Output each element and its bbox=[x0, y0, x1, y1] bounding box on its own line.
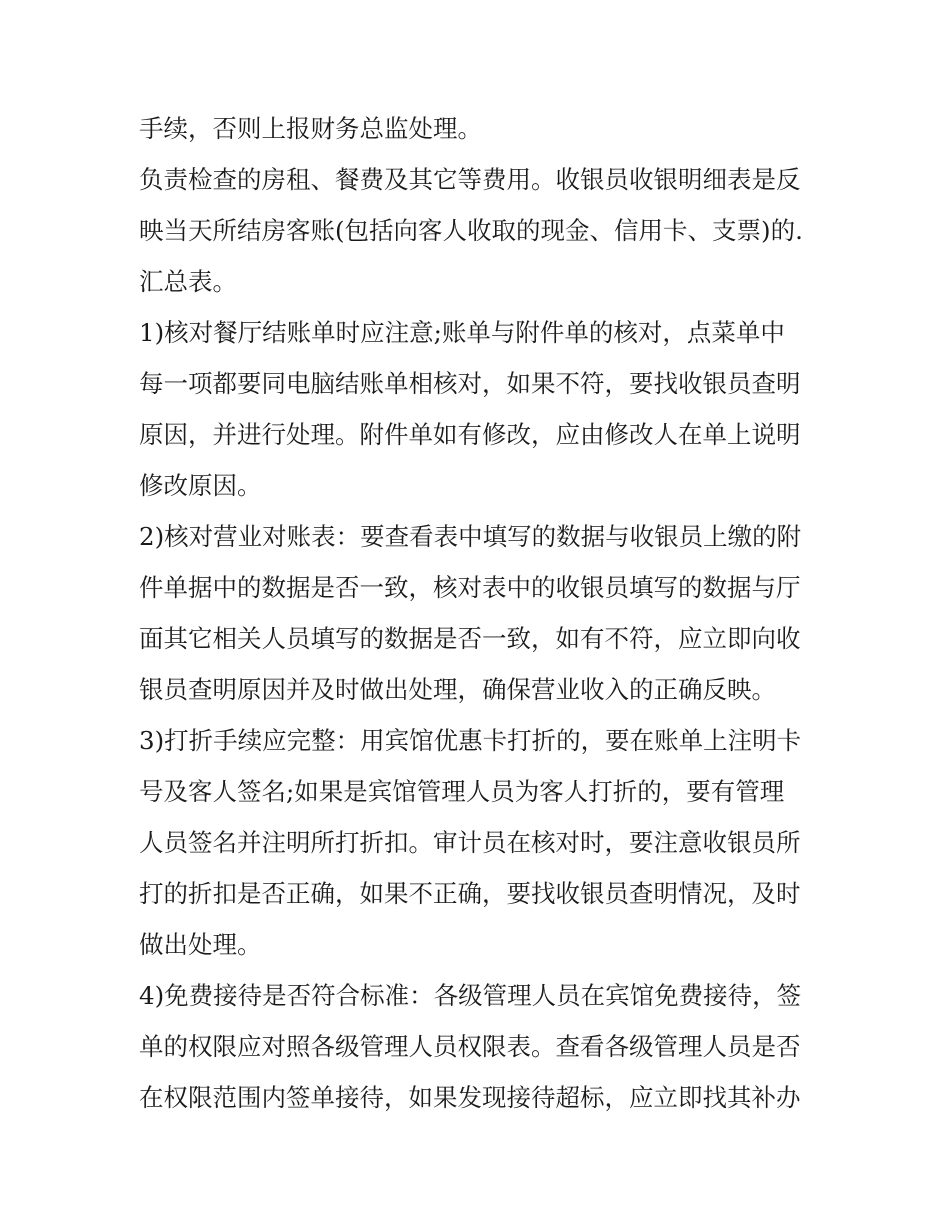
text-line: 件单据中的数据是否一致，核对表中的收银员填写的数据与厅 bbox=[139, 573, 801, 602]
text-line: 打的折扣是否正确，如果不正确，要找收银员查明情况，及时 bbox=[139, 879, 801, 908]
text-line: 面其它相关人员填写的数据是否一致，如有不符，应立即向收 bbox=[139, 624, 801, 653]
text-line: 汇总表。 bbox=[139, 267, 237, 296]
text-line: 2)核对营业对账表：要查看表中填写的数据与收银员上缴的附 bbox=[139, 522, 802, 551]
document-body bbox=[139, 111, 819, 1131]
text-line: 每一项都要同电脑结账单相核对，如果不符，要找收银员查明 bbox=[139, 369, 801, 398]
text-line: 4)免费接待是否符合标准：各级管理人员在宾馆免费接待，签 bbox=[139, 981, 802, 1010]
text-line: 号及客人签名;如果是宾馆管理人员为客人打折的，要有管理 bbox=[139, 777, 785, 806]
text-line: 映当天所结房客账(包括向客人收取的现金、信用卡、支票)的. bbox=[139, 216, 803, 245]
text-line: 在权限范围内签单接待，如果发现接待超标，应立即找其补办 bbox=[139, 1083, 801, 1112]
text-line: 人员签名并注明所打折扣。审计员在核对时，要注意收银员所 bbox=[139, 828, 801, 857]
text-line: 银员查明原因并及时做出处理，确保营业收入的正确反映。 bbox=[139, 675, 776, 704]
text-line: 原因，并进行处理。附件单如有修改，应由修改人在单上说明 bbox=[139, 420, 801, 449]
text-line: 修改原因。 bbox=[139, 471, 262, 500]
text-line: 1)核对餐厅结账单时应注意;账单与附件单的核对，点菜单中 bbox=[139, 318, 785, 347]
text-line: 负责检查的房租、餐费及其它等费用。收银员收银明细表是反 bbox=[139, 165, 801, 194]
text-line: 3)打折手续应完整：用宾馆优惠卡打折的，要在账单上注明卡 bbox=[139, 726, 802, 755]
text-line: 做出处理。 bbox=[139, 930, 262, 959]
text-line: 单的权限应对照各级管理人员权限表。查看各级管理人员是否 bbox=[139, 1032, 801, 1061]
text-line: 手续，否则上报财务总监处理。 bbox=[139, 114, 482, 143]
